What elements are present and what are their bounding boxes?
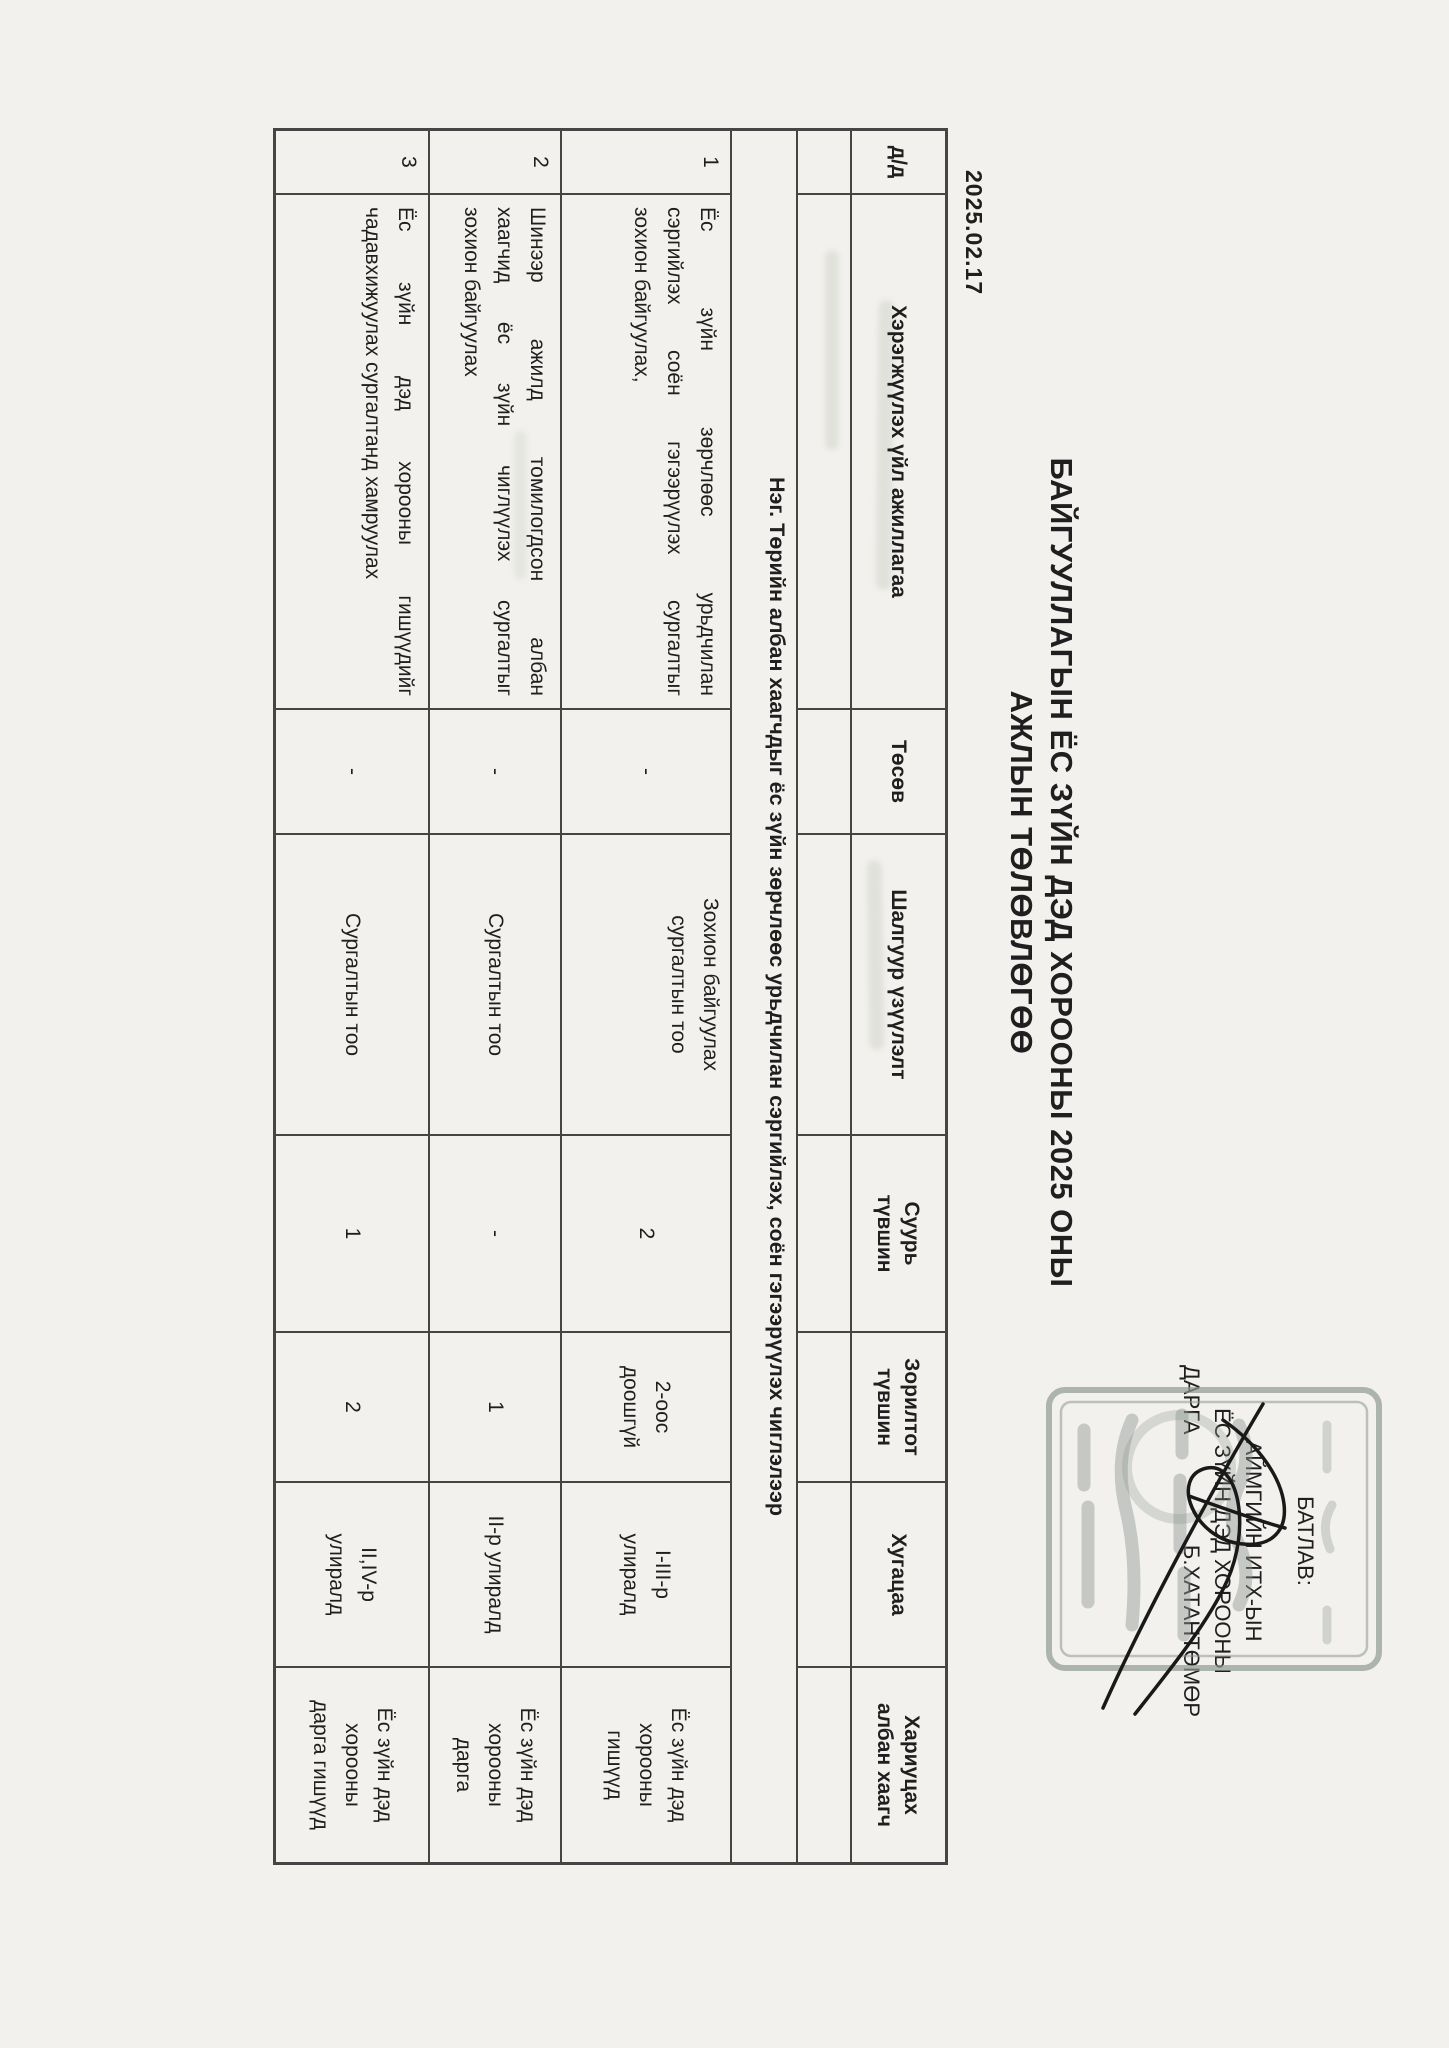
text-line: Суурь: [900, 1201, 924, 1266]
text-line: Хэрэгжүүлэх үйл ажиллагаа: [887, 305, 910, 598]
header-activity: [850, 195, 945, 710]
text-line: Шинээр ажилд томилогдсон албан: [526, 207, 549, 696]
text-line: Ёс зүйн зөрчлөөс урьдчилан: [696, 207, 719, 696]
row-target: [276, 1333, 428, 1483]
text-line: Ёс зүйн дэд: [516, 1707, 539, 1823]
row-num: 2: [428, 131, 560, 195]
row-baseline: 2: [560, 1136, 730, 1333]
text-line: түвшин: [873, 1194, 897, 1273]
empty-cell: [796, 835, 850, 1136]
empty-cell: [796, 1483, 850, 1668]
row-budget: -: [428, 710, 560, 835]
text-line: хорооны: [635, 1723, 658, 1807]
row-budget: -: [560, 710, 730, 835]
text-line: зохион байгуулах: [460, 207, 483, 377]
signature: [1096, 1378, 1321, 1723]
text-line: Ёс зүйн дэд: [667, 1707, 690, 1823]
title-line-2: АЖЛЫН ТӨЛӨВЛӨГӨӨ: [1004, 690, 1039, 1055]
text-line: Сургалтын тоо: [484, 912, 507, 1057]
text-line: II,IV-р: [357, 1547, 380, 1602]
empty-cell: [796, 195, 850, 710]
text-line: албан хаагч: [873, 1703, 897, 1827]
row-indicator: [560, 835, 730, 1136]
row-activity: [276, 195, 428, 710]
text-line: Зохион байгуулах: [699, 897, 722, 1072]
title-line-1: БАЙГУУЛЛАГЫН ЁС ЗҮЙН ДЭД ХОРООНЫ 2025 ОНЫ: [1044, 457, 1079, 1288]
approval-line: БАТЛАВ:: [1293, 1496, 1318, 1586]
text-line: 1: [484, 1401, 507, 1413]
text-line: хаагчид ёс зүйн чиглүүлэх сургалтыг: [493, 207, 516, 696]
row-activity: [428, 195, 560, 710]
text-line: сэргийлэх соён гэгээрүүлэх сургалтыг: [663, 207, 686, 696]
row-num: 3: [276, 131, 428, 195]
text-line: түвшин: [873, 1368, 897, 1446]
text-line: улиралд: [325, 1533, 348, 1616]
text-line: д/д: [887, 145, 910, 179]
text-line: II-р улиралд: [484, 1515, 507, 1634]
text-line: Төсөв: [887, 739, 910, 804]
text-line: 2: [341, 1401, 364, 1413]
row-responsible: [428, 1668, 560, 1862]
text-line: Сургалтын тоо: [341, 912, 364, 1057]
row-timeframe: [560, 1483, 730, 1668]
text-line: Хугацаа: [887, 1533, 910, 1616]
row-baseline: -: [428, 1136, 560, 1333]
empty-cell: [796, 1136, 850, 1333]
row-timeframe: [428, 1483, 560, 1668]
approver-name: Б.ХАТАНТӨМӨР: [1179, 1544, 1204, 1717]
row-baseline: 1: [276, 1136, 428, 1333]
text-line: сургалтын тоо: [667, 915, 690, 1054]
text-line: хорооны: [341, 1723, 364, 1807]
row-responsible: [560, 1668, 730, 1862]
empty-cell: [796, 710, 850, 835]
text-line: Ёс зүйн дэд хорооны гишүүдийг: [394, 207, 417, 696]
text-line: чадавхижуулах сургалтанд хамруулах: [361, 207, 384, 580]
approval-line: ЁС ЗҮЙН ДЭД ХОРООНЫ: [1210, 1408, 1235, 1674]
text-line: зохион байгуулах,: [630, 207, 653, 383]
text-line: доошгүй: [619, 1365, 642, 1449]
text-line: улиралд: [619, 1533, 642, 1616]
text-line: 2-оос: [651, 1380, 674, 1434]
row-indicator: [428, 835, 560, 1136]
header-baseline: [850, 1136, 945, 1333]
text-line: Шалгуур үзүүлэлт: [887, 889, 910, 1080]
approval-line: АЙМГИЙН ИТХ-ЫН: [1241, 1440, 1266, 1642]
header-target: [850, 1333, 945, 1483]
text-line: дарга: [452, 1737, 475, 1793]
row-timeframe: [276, 1483, 428, 1668]
row-budget: -: [276, 710, 428, 835]
document-date: 2025.02.17: [961, 170, 987, 296]
row-target: [560, 1333, 730, 1483]
row-num: 1: [560, 131, 730, 195]
text-line: Ёс зүйн дэд: [373, 1707, 396, 1823]
header-timeframe: [850, 1483, 945, 1668]
text-line: хорооны: [484, 1723, 507, 1807]
text-line: дарга гишүүд: [309, 1700, 332, 1830]
section-header: Нэг. Төрийн албан хаагчдыг ёс зүйн зөрчлөөс урьдчилан сэргийлэх, соён гэгээрүүлэх чиглэлээр: [730, 131, 796, 1862]
work-plan-table: [273, 128, 948, 1865]
header-budget: [850, 710, 945, 835]
empty-cell: [796, 1668, 850, 1862]
text-line: Хариуцах: [900, 1715, 924, 1815]
empty-cell: [796, 131, 850, 195]
row-indicator: [276, 835, 428, 1136]
row-target: [428, 1333, 560, 1483]
text-line: I-III-р: [651, 1549, 674, 1599]
header-responsible: [850, 1668, 945, 1862]
row-activity: [560, 195, 730, 710]
document-title: [1001, 0, 1081, 1745]
empty-cell: [796, 1333, 850, 1483]
text-line: гишүүд: [603, 1730, 626, 1800]
approval-position: ДАРГА: [1179, 1365, 1204, 1435]
text-line: Зорилтот: [900, 1358, 924, 1456]
row-responsible: [276, 1668, 428, 1862]
header-indicator: [850, 835, 945, 1136]
header-num: [850, 131, 945, 195]
